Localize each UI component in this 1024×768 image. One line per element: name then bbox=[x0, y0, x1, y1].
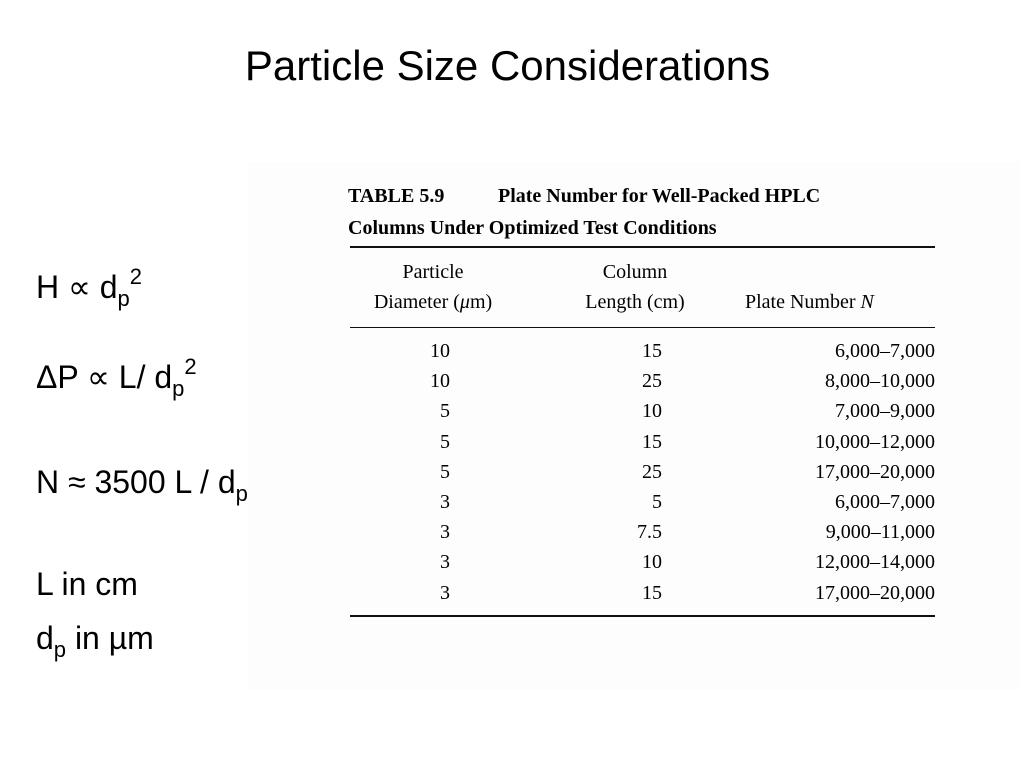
formula-subscript: p bbox=[117, 286, 130, 311]
cell-diameter: 5 bbox=[440, 400, 450, 423]
table-caption bbox=[348, 180, 948, 244]
cell-diameter: 10 bbox=[430, 370, 450, 393]
formula-subscript: p bbox=[172, 376, 185, 401]
table-row bbox=[350, 457, 935, 487]
table-row bbox=[350, 336, 935, 366]
cell-plate-number: 12,000–14,000 bbox=[815, 551, 935, 574]
header-column-length bbox=[560, 257, 710, 317]
header-n-symbol: N bbox=[860, 291, 874, 313]
table-row bbox=[350, 487, 935, 517]
cell-spacer bbox=[450, 427, 550, 457]
table-row bbox=[350, 396, 935, 426]
cell-spacer bbox=[450, 487, 550, 517]
cell-spacer bbox=[450, 457, 550, 487]
cell-spacer bbox=[662, 366, 762, 396]
cell-spacer bbox=[450, 547, 550, 577]
caption-title: Plate Number for Well-Packed HPLC bbox=[498, 185, 821, 207]
cell-plate-number: 6,000–7,000 bbox=[835, 340, 935, 363]
cell-length: 15 bbox=[642, 581, 662, 604]
formula-plate-height bbox=[36, 264, 143, 311]
cell-spacer bbox=[450, 578, 550, 608]
cell-length: 5 bbox=[652, 491, 662, 514]
formula-text: H ∝ d bbox=[36, 269, 118, 305]
cell-diameter: 10 bbox=[430, 340, 450, 363]
cell-plate-number: 6,000–7,000 bbox=[835, 491, 935, 514]
cell-spacer bbox=[450, 366, 550, 396]
caption-line-2: Columns Under Optimized Test Conditions bbox=[348, 217, 717, 239]
cell-length: 15 bbox=[642, 430, 662, 453]
formula-text: ΔP ∝ L/ d bbox=[36, 359, 173, 395]
header-text: m) bbox=[469, 291, 493, 313]
header-text: Diameter ( bbox=[373, 291, 460, 313]
plate-number-table bbox=[350, 336, 935, 608]
formula-subscript: p bbox=[53, 637, 67, 662]
cell-length: 10 bbox=[642, 400, 662, 423]
table-bottom-rule bbox=[350, 615, 935, 617]
header-mu-symbol: μ bbox=[459, 291, 470, 313]
cell-plate-number: 10,000–12,000 bbox=[815, 430, 935, 453]
cell-plate-number: 8,000–10,000 bbox=[825, 370, 935, 393]
table-row bbox=[350, 578, 935, 608]
cell-length: 7.5 bbox=[637, 521, 662, 544]
cell-spacer bbox=[662, 547, 762, 577]
cell-diameter: 5 bbox=[440, 460, 450, 483]
header-text: Plate Number bbox=[745, 291, 861, 313]
header-line: Length (cm) bbox=[585, 291, 685, 313]
formula-subscript: p bbox=[235, 481, 248, 506]
cell-spacer bbox=[662, 457, 762, 487]
formula-superscript: 2 bbox=[184, 354, 197, 379]
cell-spacer bbox=[662, 396, 762, 426]
cell-plate-number: 17,000–20,000 bbox=[815, 460, 935, 483]
cell-diameter: 3 bbox=[440, 521, 450, 544]
cell-length: 25 bbox=[642, 370, 662, 393]
cell-spacer bbox=[662, 427, 762, 457]
cell-length: 25 bbox=[642, 460, 662, 483]
table-top-rule bbox=[350, 246, 935, 248]
unit-note-length: L in cm bbox=[36, 566, 138, 602]
table-row bbox=[350, 366, 935, 396]
cell-length: 15 bbox=[642, 340, 662, 363]
formula-text: d bbox=[36, 620, 54, 656]
cell-diameter: 5 bbox=[440, 430, 450, 453]
cell-length: 10 bbox=[642, 551, 662, 574]
table-row bbox=[350, 427, 935, 457]
formula-text: N ≈ 3500 L / d bbox=[36, 464, 236, 500]
table-header-rule bbox=[350, 327, 935, 328]
caption-line-1 bbox=[348, 180, 948, 212]
header-line: Particle bbox=[402, 261, 464, 283]
formula-pressure-drop bbox=[36, 354, 197, 401]
formula-superscript: 2 bbox=[129, 264, 143, 289]
caption-number: TABLE 5.9 bbox=[348, 185, 445, 207]
table-row bbox=[350, 547, 935, 577]
slide-title: Particle Size Considerations bbox=[244, 42, 771, 89]
cell-plate-number: 7,000–9,000 bbox=[835, 400, 935, 423]
cell-diameter: 3 bbox=[440, 551, 450, 574]
cell-spacer bbox=[450, 517, 550, 547]
cell-spacer bbox=[662, 517, 762, 547]
formula-plate-number bbox=[36, 464, 248, 506]
cell-diameter: 3 bbox=[440, 581, 450, 604]
cell-plate-number: 9,000–11,000 bbox=[825, 521, 935, 544]
header-particle-diameter bbox=[348, 257, 518, 317]
cell-spacer bbox=[450, 336, 550, 366]
cell-spacer bbox=[662, 336, 762, 366]
cell-diameter: 3 bbox=[440, 491, 450, 514]
cell-spacer bbox=[450, 396, 550, 426]
cell-plate-number: 17,000–20,000 bbox=[815, 581, 935, 604]
cell-spacer bbox=[662, 578, 762, 608]
header-line bbox=[348, 287, 518, 317]
table-row bbox=[350, 517, 935, 547]
unit-note-diameter bbox=[36, 620, 154, 662]
formula-text: in µm bbox=[66, 620, 154, 656]
header-line: Column bbox=[602, 261, 668, 283]
cell-spacer bbox=[662, 487, 762, 517]
header-plate-number bbox=[745, 287, 945, 317]
